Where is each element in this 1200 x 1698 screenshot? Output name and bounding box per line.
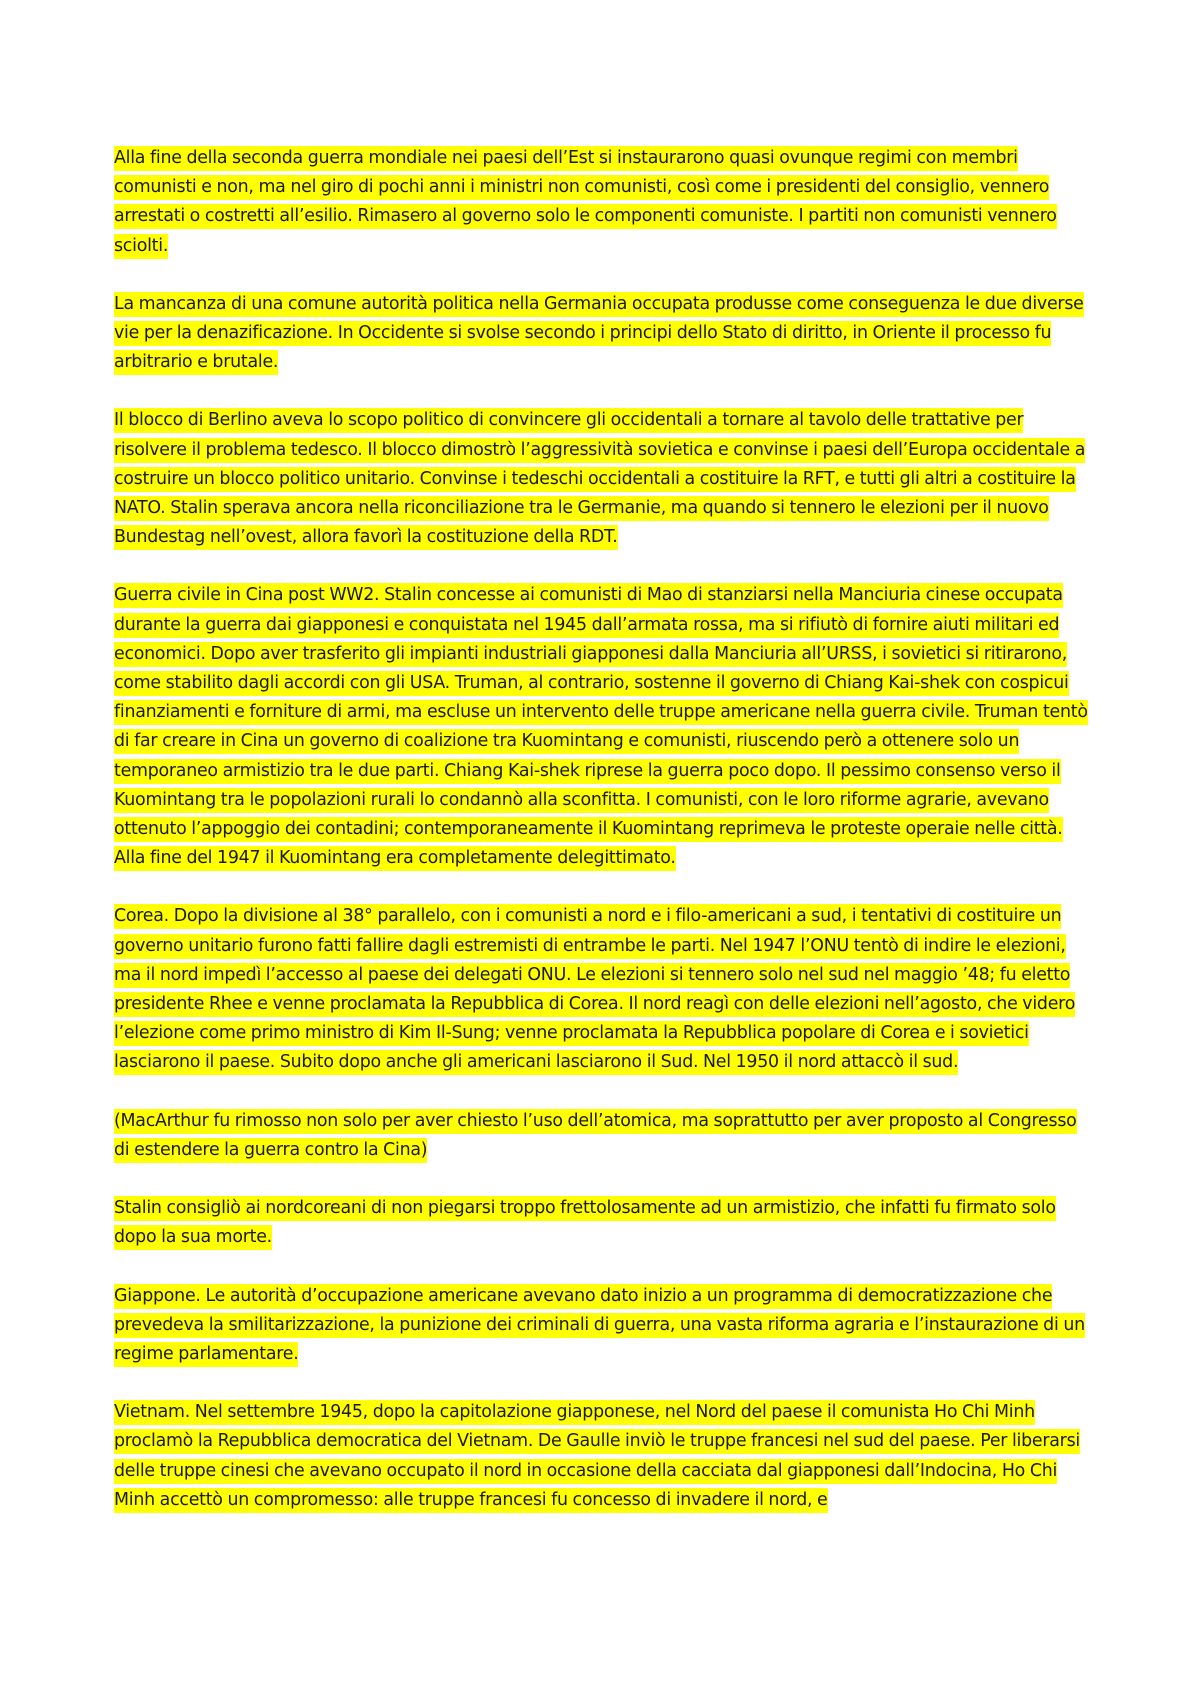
highlighted-text: La mancanza di una comune autorità politica nella Germania occupata produsse come conseguenza le due diverse vie per la denazificazione. In Occidente si svolse secondo i principi dello Stato di diritto, in Oriente il processo fu arbitrario e brutale. xyxy=(114,292,1084,375)
highlighted-text: Stalin consigliò ai nordcoreani di non piegarsi troppo frettolosamente ad un armistizio, che infatti fu firmato solo dopo la sua morte. xyxy=(114,1196,1056,1250)
paragraph-denazification xyxy=(114,290,1094,378)
highlighted-text: Guerra civile in Cina post WW2. Stalin concesse ai comunisti di Mao di stanziarsi nella Manciuria cinese occupata durante la guerra dai giapponesi e conquistata nel 1945 dall’armata rossa, ma si rifiutò di fornire aiuti militari ed economici. Dopo aver trasferito gli impianti industriali giapponesi dalla Manciuria all’URSS, i sovietici si ritirarono, come stabilito dagli accordi con gli USA. Truman, al contrario, sostenne il governo di Chiang Kai-shek con cospicui finanziamenti e forniture di armi, ma escluse un intervento delle truppe americane nella guerra civile. Truman tentò di far creare in Cina un governo di coalizione tra Kuomintang e comunisti, riuscendo però a ottenere solo un temporaneo armistizio tra le due parti. Chiang Kai-shek riprese la guerra poco dopo. Il pessimo consenso verso il Kuomintang tra le popolazioni rurali lo condannò alla sconfitta. I comunisti, con le loro riforme agrarie, avevano ottenuto l’appoggio dei contadini; contemporaneamente il Kuomintang reprimeva le proteste operaie nelle città. Alla fine del 1947 il Kuomintang era completamente delegittimato. xyxy=(114,583,1088,871)
paragraph-macarthur xyxy=(114,1107,1094,1165)
paragraph-vietnam xyxy=(114,1398,1094,1515)
highlighted-text: (MacArthur fu rimosso non solo per aver chiesto l’uso dell’atomica, ma soprattutto per aver proposto al Congresso di estendere la guerra contro la Cina) xyxy=(114,1109,1077,1163)
paragraph-stalin-armistice xyxy=(114,1194,1094,1252)
highlighted-text: Corea. Dopo la divisione al 38° parallelo, con i comunisti a nord e i filo-americani a sud, i tentativi di costituire un governo unitario furono fatti fallire dagli estremisti di entrambe le parti. Nel 1947 l’ONU tentò di indire le elezioni, ma il nord impedì l’accesso al paese dei delegati ONU. Le elezioni si tennero solo nel sud nel maggio ’48; fu eletto presidente Rhee e venne proclamata la Repubblica di Corea. Il nord reagì con delle elezioni nell’agosto, che videro l’elezione come primo ministro di Kim Il-Sung; venne proclamata la Repubblica popolare di Corea e i sovietici lasciarono il paese. Subito dopo anche gli americani lasciarono il Sud. Nel 1950 il nord attaccò il sud. xyxy=(114,904,1075,1075)
highlighted-text: Giappone. Le autorità d’occupazione americane avevano dato inizio a un programma di democratizzazione che prevedeva la smilitarizzazione, la punizione dei criminali di guerra, una vasta riforma agraria e l’instaurazione di un regime parlamentare. xyxy=(114,1284,1085,1367)
paragraph-china-civil-war xyxy=(114,581,1094,873)
paragraph-berlin-blockade xyxy=(114,406,1094,552)
paragraph-eastern-europe xyxy=(114,144,1094,261)
paragraph-korea xyxy=(114,902,1094,1077)
paragraph-japan xyxy=(114,1282,1094,1370)
document-body xyxy=(114,144,1094,1544)
highlighted-text: Vietnam. Nel settembre 1945, dopo la capitolazione giapponese, nel Nord del paese il comunista Ho Chi Minh proclamò la Repubblica democratica del Vietnam. De Gaulle inviò le truppe francesi nel sud del paese. Per liberarsi delle truppe cinesi che avevano occupato il nord in occasione della cacciata dal giapponesi dall’Indocina, Ho Chi Minh accettò un compromesso: alle truppe francesi fu concesso di invadere il nord, e xyxy=(114,1400,1080,1513)
highlighted-text: Il blocco di Berlino aveva lo scopo politico di convincere gli occidentali a tornare al tavolo delle trattative per risolvere il problema tedesco. Il blocco dimostrò l’aggressività sovietica e convinse i paesi dell’Europa occidentale a costruire un blocco politico unitario. Convinse i tedeschi occidentali a costituire la RFT, e tutti gli altri a costituire la NATO. Stalin sperava ancora nella riconciliazione tra le Germanie, ma quando si tennero le elezioni per il nuovo Bundestag nell’ovest, allora favorì la costituzione della RDT. xyxy=(114,408,1085,550)
highlighted-text: Alla fine della seconda guerra mondiale nei paesi dell’Est si instaurarono quasi ovunque regimi con membri comunisti e non, ma nel giro di pochi anni i ministri non comunisti, così come i presidenti del consiglio, vennero arrestati o costretti all’esilio. Rimasero al governo solo le componenti comuniste. I partiti non comunisti vennero sciolti. xyxy=(114,146,1057,259)
